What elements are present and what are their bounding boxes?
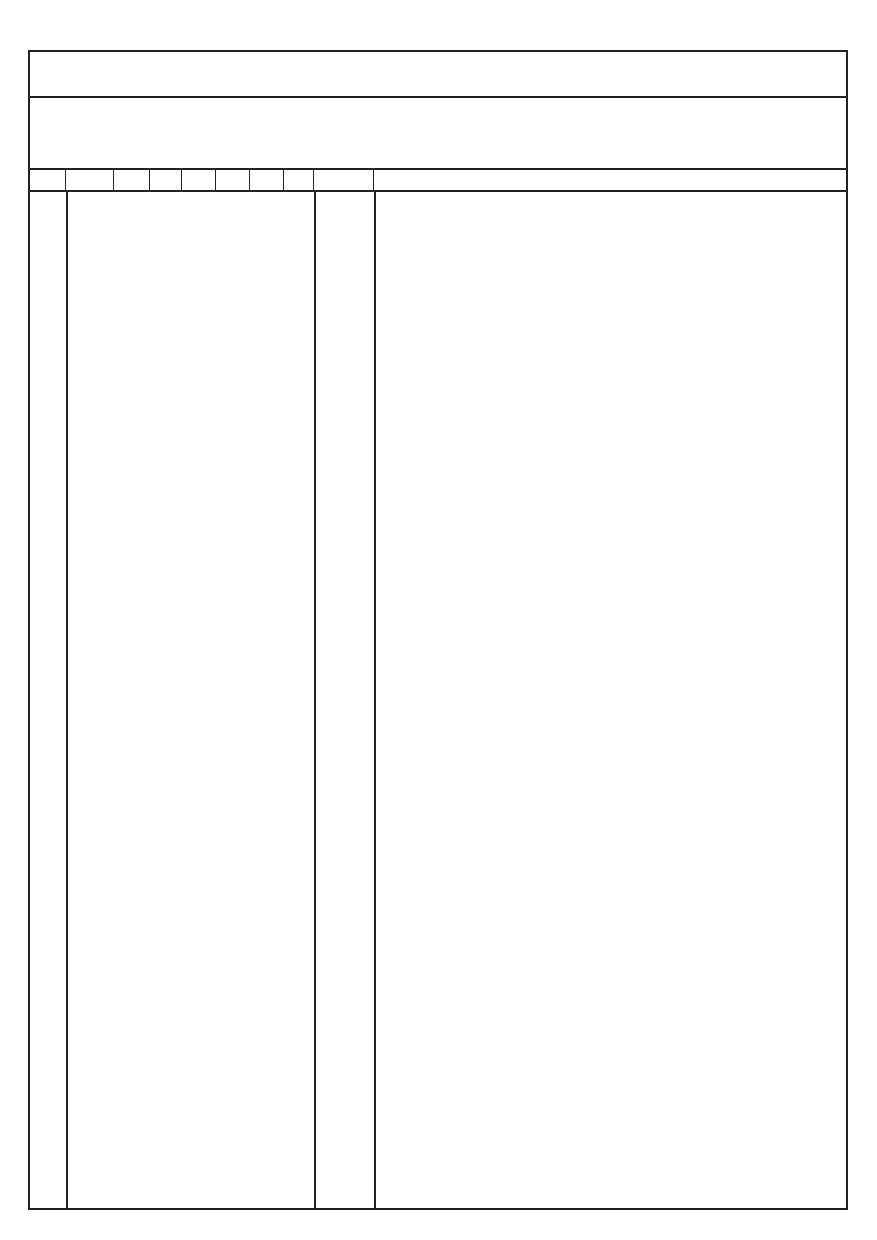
header-day-tue [150, 170, 182, 190]
header-events [374, 170, 846, 190]
events-divider [374, 190, 376, 1208]
header-day-fri [250, 170, 284, 190]
table-header [30, 170, 846, 192]
header-day-sat [284, 170, 314, 190]
header-day-sun [66, 170, 114, 190]
calendar-sheet [28, 50, 848, 1210]
header-day-wed [182, 170, 216, 190]
month-divider [66, 190, 68, 1208]
notice-box [30, 98, 846, 170]
header-day-thu [216, 170, 250, 190]
page-title [30, 52, 846, 98]
header-month [30, 170, 66, 190]
week-divider [314, 190, 316, 1208]
header-day-mon [114, 170, 150, 190]
header-week [314, 170, 374, 190]
